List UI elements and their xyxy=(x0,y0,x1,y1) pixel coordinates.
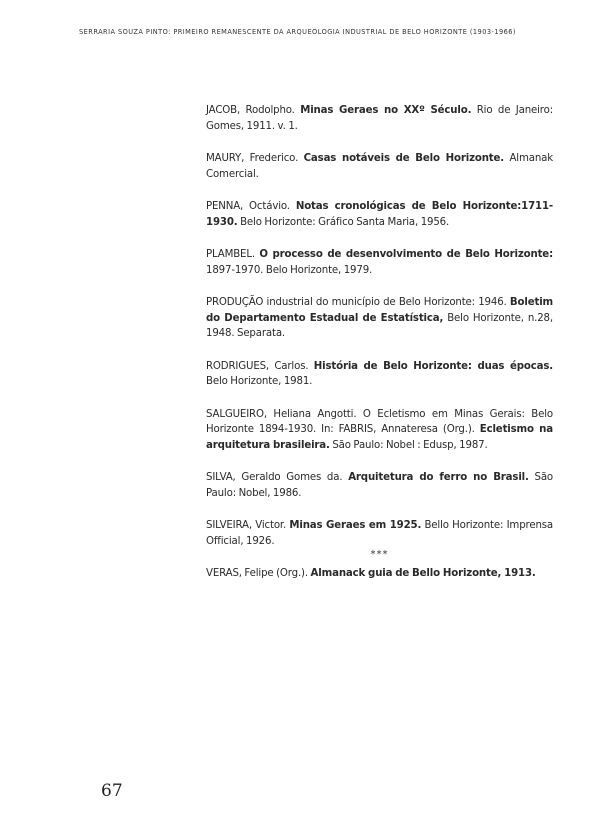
reference-details: Belo Horizonte: Gráfico Santa Maria, 1956. xyxy=(237,216,450,228)
reference-list xyxy=(206,103,553,599)
reference-details: São Paulo: Nobel, 1986. xyxy=(206,472,553,499)
reference-author: SILVEIRA, Victor. xyxy=(206,520,290,531)
page-number: 67 xyxy=(101,781,123,801)
reference-entry xyxy=(206,518,553,549)
reference-title: Minas Geraes no XXº Século. xyxy=(300,105,472,116)
reference-author: PRODUÇÃO industrial do município de Belo Horizonte: 1946. xyxy=(206,297,510,308)
reference-title: Minas Geraes em 1925. xyxy=(289,520,422,531)
reference-author: RODRIGUES, Carlos. xyxy=(206,360,314,372)
reference-title: História de Belo Horizonte: duas épocas. xyxy=(313,360,553,372)
reference-details: 1897-1970. Belo Horizonte, 1979. xyxy=(206,264,373,276)
reference-title: O processo de desenvolvimento de Belo Horizonte: xyxy=(259,249,553,260)
reference-entry xyxy=(206,295,553,342)
section-separator: *** xyxy=(370,549,389,560)
reference-entry xyxy=(206,151,553,182)
reference-entry xyxy=(206,407,553,454)
reference-entry xyxy=(206,103,553,134)
reference-details: Almanak Comercial. xyxy=(206,153,553,180)
reference-entry xyxy=(206,470,553,501)
reference-details: Bello Horizonte: Imprensa Official, 1926. xyxy=(206,520,554,547)
reference-details: Belo Horizonte, 1981. xyxy=(206,376,313,387)
reference-details: São Paulo: Nobel : Edusp, 1987. xyxy=(329,439,488,451)
reference-title: Notas cronológicas de Belo Horizonte:1711-1930. xyxy=(206,201,553,228)
reference-author: PENNA, Octávio. xyxy=(206,201,296,212)
reference-entry xyxy=(206,199,553,230)
reference-title: Almanack guia de Bello Horizonte, 1913. xyxy=(310,568,536,579)
reference-author: SILVA, Geraldo Gomes da. xyxy=(206,472,349,483)
reference-author: MAURY, Frederico. xyxy=(206,153,304,164)
reference-details: Rio de Janeiro: Gomes, 1911. v. 1. xyxy=(206,105,553,132)
running-header: SERRARIA SOUZA PINTO: PRIMEIRO REMANESCENTE DA ARQUEOLOGIA INDUSTRIAL DE BELO HORIZONTE (1903-1966) xyxy=(79,28,516,36)
reference-entry xyxy=(206,247,553,278)
reference-author: JACOB, Rodolpho. xyxy=(206,105,301,116)
reference-entry xyxy=(206,566,553,582)
reference-author: VERAS, Felipe (Org.). xyxy=(206,568,311,579)
reference-title: Ecletismo na arquitetura brasileira. xyxy=(206,424,553,451)
reference-details: Belo Horizonte, n.28, 1948. Separata. xyxy=(206,312,553,339)
reference-entry xyxy=(206,359,553,390)
reference-author: PLAMBEL. xyxy=(206,249,260,260)
reference-author: SALGUEIRO, Heliana Angotti. O Ecletismo em Minas Gerais: Belo Horizonte 1894-1930. In: FABRIS, Annateresa (Org.). xyxy=(206,408,553,435)
reference-title: Arquitetura do ferro no Brasil. xyxy=(348,472,529,483)
reference-title: Boletim do Departamento Estadual de Estatística, xyxy=(206,297,553,324)
reference-title: Casas notáveis de Belo Horizonte. xyxy=(303,153,505,164)
